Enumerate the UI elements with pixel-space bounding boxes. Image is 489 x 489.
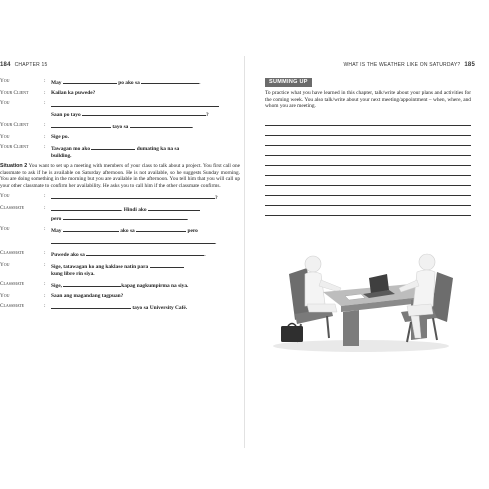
blank-line <box>63 78 117 84</box>
left-page-body <box>0 78 240 315</box>
speaker-label: You <box>0 100 10 106</box>
summing-up-badge: SUMMING UP <box>265 78 312 87</box>
dialogue-line: You : Sige, tatawagan ko ang kaklase natin para kung libre rin siya. <box>0 262 240 278</box>
writing-line <box>265 186 471 196</box>
dialogue-text: ako sa <box>120 228 135 235</box>
blank-line <box>63 226 119 232</box>
blank-line <box>150 262 184 268</box>
dialogue-text: . <box>215 240 217 247</box>
page-number: 185 <box>464 62 475 68</box>
writing-line <box>265 166 471 176</box>
blank-line <box>51 100 219 107</box>
dialogue-text: Sige, <box>51 283 62 290</box>
dialogue-line: Classmate : . Hindi ako pero . <box>0 205 240 223</box>
speaker-label: Classmate <box>0 250 25 257</box>
writing-line <box>265 126 471 136</box>
dialogue-line: You : ? <box>0 193 218 202</box>
dialogue-text: Kailan ka puwede? <box>51 90 96 96</box>
dialogue-text: . <box>204 252 206 259</box>
blank-line <box>51 303 131 309</box>
dialogue-text: May <box>51 80 62 86</box>
summing-up-instructions: To practice what you have learned in this chapter, talk/write about your plans and activities for the coming week. You also talk/write about your next meeting/appointment – when, where, and whom you are meeting. <box>265 90 471 110</box>
dialogue-text: Sige po. <box>51 134 69 140</box>
blank-line <box>51 238 217 247</box>
speaker-label: Classmate <box>0 303 25 310</box>
dialogue-text: kung libre rin siya. <box>51 271 95 278</box>
writing-line <box>265 146 471 156</box>
blank-line <box>130 122 192 128</box>
speaker-label: Classmate <box>0 205 25 212</box>
dialogue-line: Classmate : Puwede ako sa . <box>0 250 206 259</box>
dialogue-text: Sige, tatawagan ko ang kaklase natin para <box>51 264 149 271</box>
situation-paragraph <box>0 163 240 189</box>
situation-text: You want to set up a meeting with members of your class to talk about a project. You first call one classmate to ask if he is available on Saturday afternoon. He is not available, so he suggests Sunday morning. You are doing something in the morning but you are available in the afternoon. You tell him that you will call up your other classmate to confirm her availability. He asks you to call him if the other classmate confirms. <box>0 163 240 189</box>
dialogue-text: ? <box>215 195 218 202</box>
blank-line <box>82 110 206 116</box>
blank-line <box>63 214 189 223</box>
right-page-body <box>265 78 489 216</box>
dialogue-text: po ako sa <box>118 80 140 86</box>
blank-line <box>51 193 215 199</box>
dialogue-text: pero <box>51 216 62 223</box>
meeting-illustration <box>261 234 461 354</box>
dialogue-line: You : <box>0 100 240 107</box>
writing-line <box>265 136 471 146</box>
speaker-label: You <box>0 193 10 200</box>
page-number: 184 <box>0 62 11 68</box>
dialogue-line: Your Client : Tawagan mo ako dumating ka na sa building. <box>0 144 180 159</box>
page-gutter <box>244 56 245 448</box>
dialogue-line <box>0 238 240 247</box>
dialogue-line <box>0 110 240 119</box>
writing-line <box>265 206 471 216</box>
dialogue-line: Your Client : tayo sa . <box>0 122 194 130</box>
dialogue-line: You : Sige po. <box>0 134 240 141</box>
dialogue-text: Tawagan mo ako <box>51 146 91 152</box>
blank-line <box>51 205 121 211</box>
situation-label: Situation 2 <box>0 163 28 169</box>
running-title: WHAT IS THE WEATHER LIKE ON SATURDAY? <box>343 62 461 68</box>
dialogue-text: dumating ka na sa <box>136 146 180 152</box>
dialogue-text: Saan po tayo <box>51 112 81 118</box>
speaker-label: Your Client <box>0 122 29 128</box>
speaker-label: Your Client <box>0 90 29 96</box>
dialogue-text: building. <box>51 153 72 159</box>
blank-line <box>141 78 199 84</box>
dialogue-text: tayo sa University Café. <box>132 305 188 312</box>
speaker-label: You <box>0 134 10 140</box>
dialogue-line: Classmate : Sige, kapag nagkumpirma na siya. <box>0 281 189 290</box>
right-page <box>249 62 489 442</box>
running-head-right <box>249 62 475 72</box>
speaker-label: You <box>0 226 10 233</box>
dialogue-text: pero <box>187 228 198 235</box>
dialogue-text: May <box>51 228 62 235</box>
dialogue-text: . Hindi ako <box>121 207 147 214</box>
speaker-label: Your Client <box>0 144 29 150</box>
writing-lines <box>265 116 471 216</box>
dialogue-text: kapag nagkumpirma na siya. <box>121 283 189 290</box>
dialogue-text: . <box>191 124 194 130</box>
dialogue-line: You : May ako sa pero <box>0 226 198 235</box>
dialogue-line: Your Client : Kailan ka puwede? <box>0 90 240 97</box>
writing-line <box>265 116 471 126</box>
dialogue-text: ? <box>206 112 209 118</box>
dialogue-text: Saan ang magandang tagpuan? <box>51 293 124 300</box>
dialogue-text: Puwede ako sa <box>51 252 85 259</box>
dialogue-text: . <box>199 80 201 86</box>
dialogue-line: You : Saan ang magandang tagpuan? <box>0 293 240 300</box>
blank-line <box>148 205 200 211</box>
dialogue-line: Classmate : tayo sa University Café. <box>0 303 188 312</box>
running-title: CHAPTER 15 <box>14 62 48 68</box>
dialogue-text: . <box>186 216 189 223</box>
blank-line <box>91 144 135 150</box>
dialogue-line: You : May po ako sa . <box>0 78 201 86</box>
speaker-label: Classmate <box>0 281 25 288</box>
speaker-label: You <box>0 262 10 269</box>
left-page <box>0 62 240 442</box>
blank-line <box>51 122 111 128</box>
writing-line <box>265 156 471 166</box>
writing-line <box>265 176 471 186</box>
running-head-left <box>0 62 240 72</box>
writing-line <box>265 196 471 206</box>
blank-line <box>136 226 186 232</box>
blank-line <box>63 281 121 287</box>
speaker-label: You <box>0 78 10 84</box>
dialogue-text: tayo sa <box>112 124 129 130</box>
speaker-label: You <box>0 293 10 300</box>
